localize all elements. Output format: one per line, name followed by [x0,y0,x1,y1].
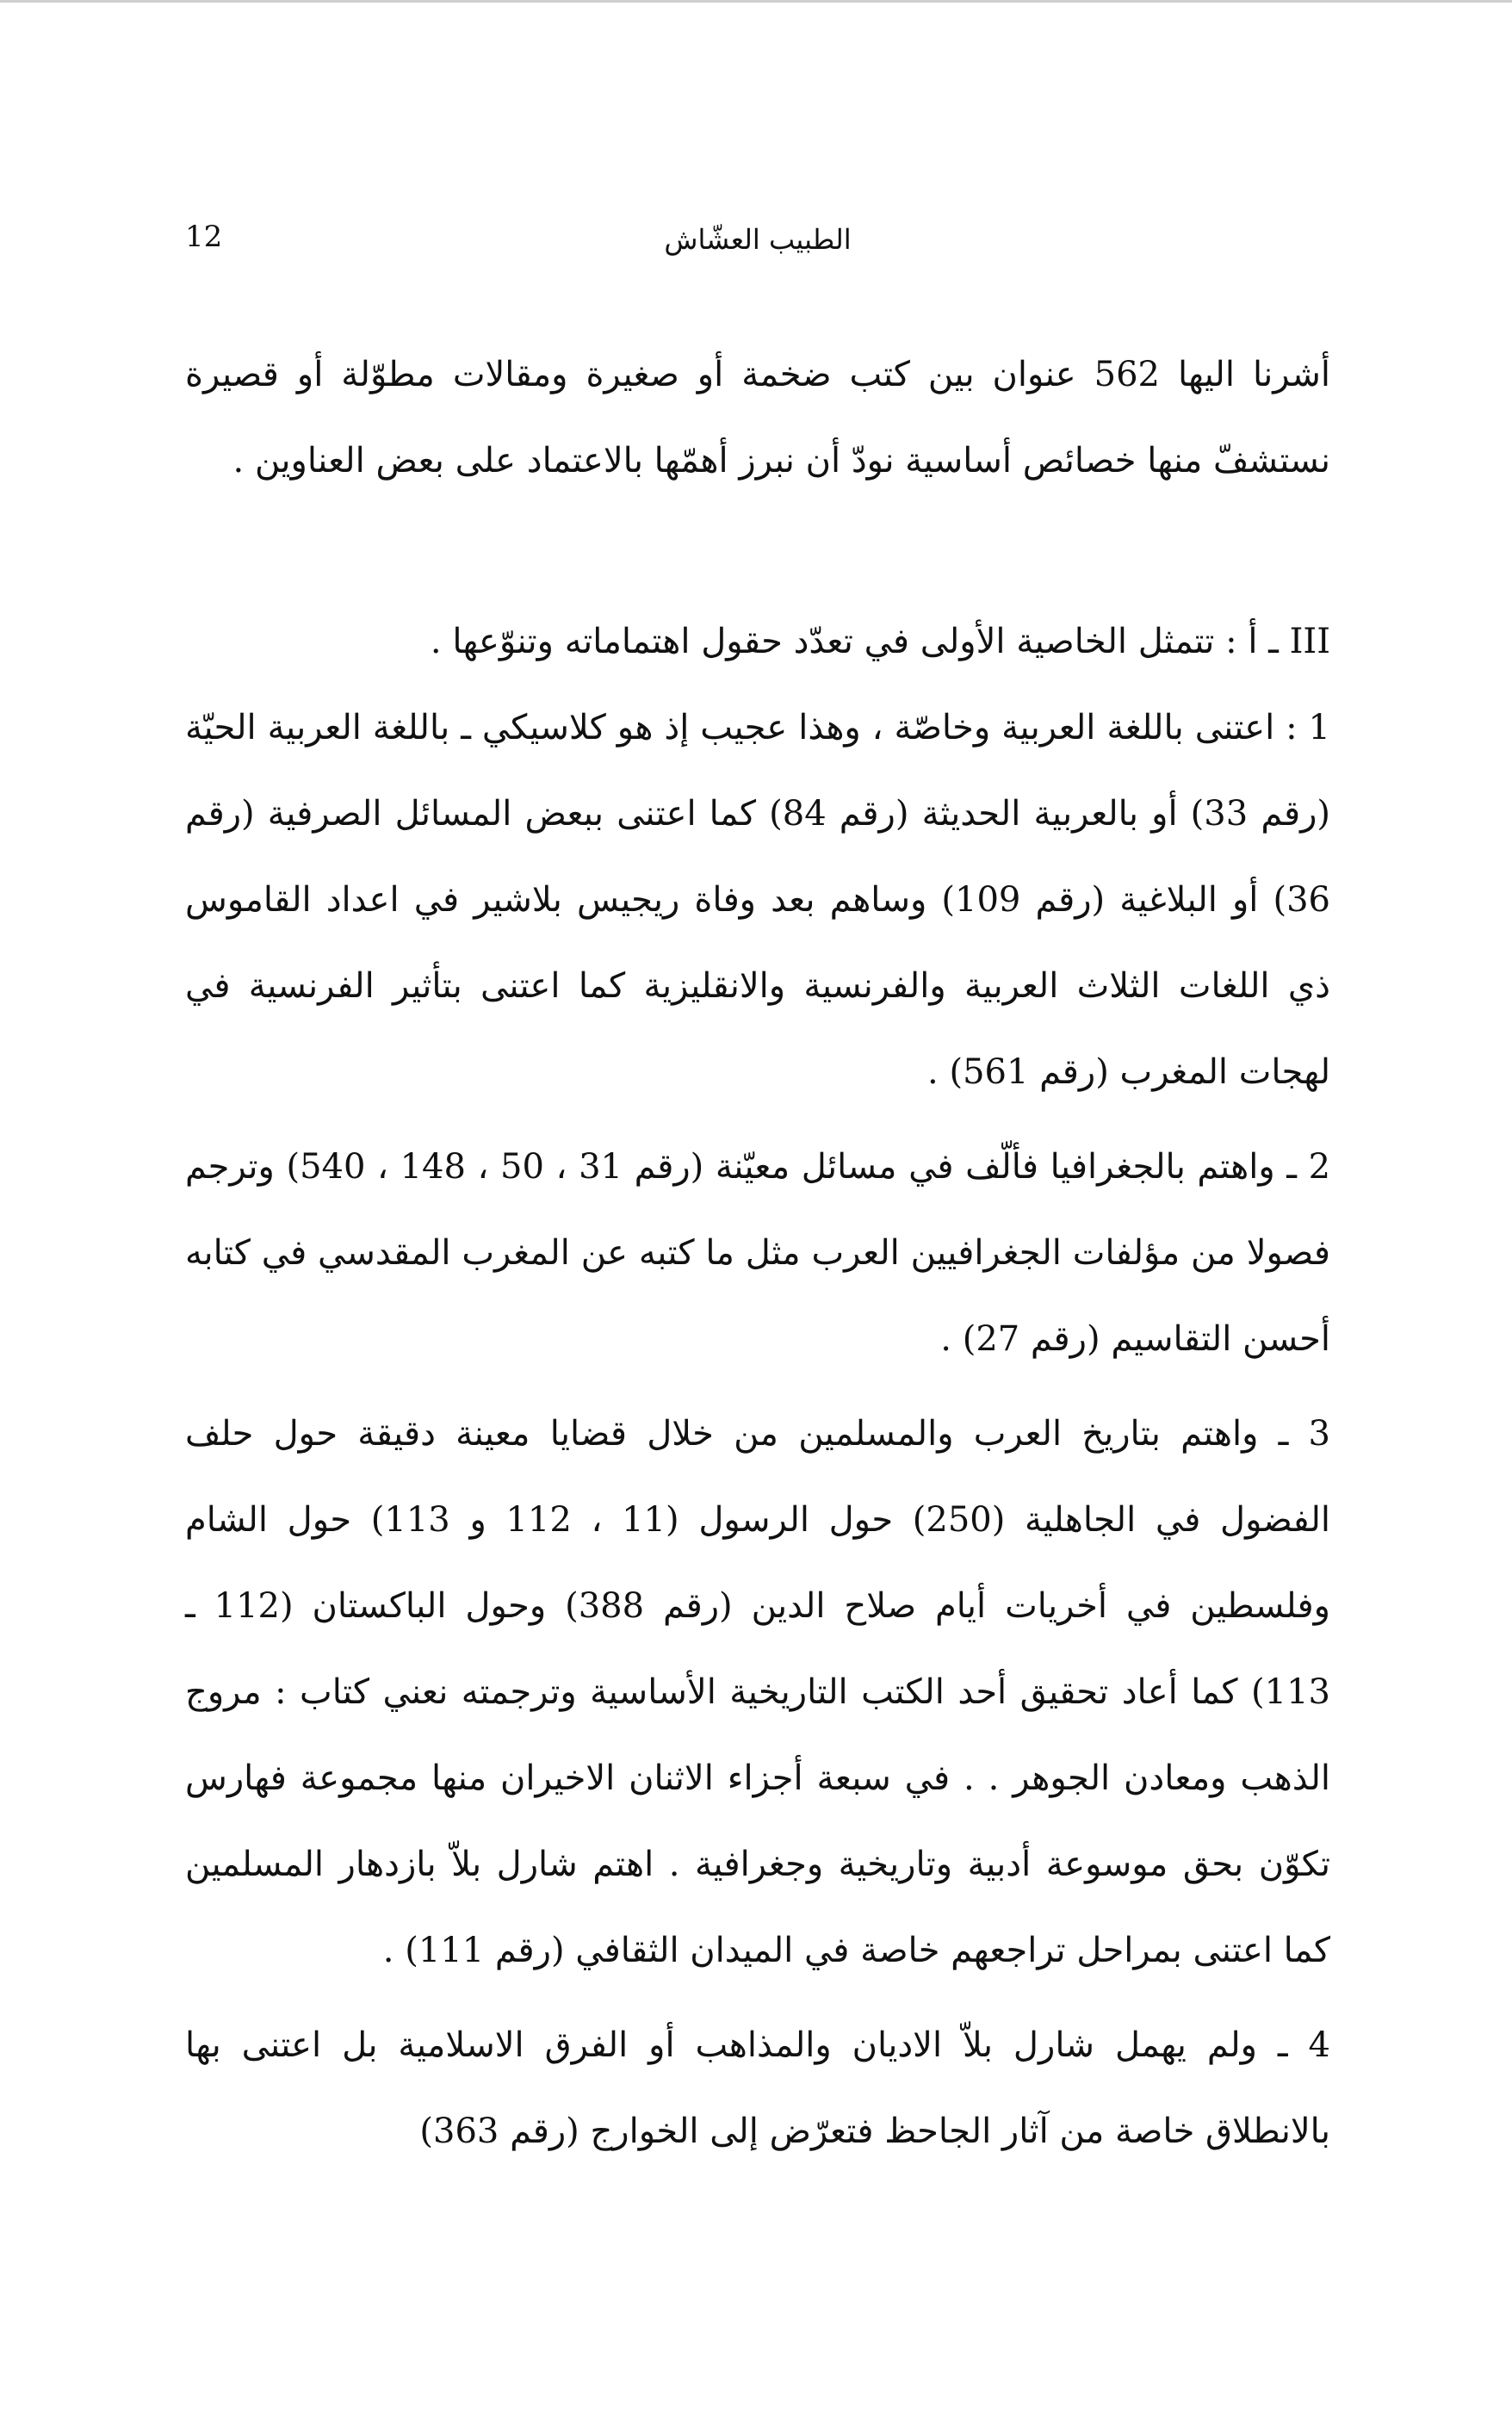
item-2-paragraph: 2 ـ واهتم بالجغرافيا فألّف في مسائل معيّنة (رقم 31 ، 50 ، 148 ، 540) وترجم فصولا من مؤلفات الجغرافيين العرب مثل ما كتبه عن المغرب المقدسي في كتابه أحسن التقاسيم (رقم 27) . [185,1147,1331,1359]
item-3-paragraph: 3 ـ واهتم بتاريخ العرب والمسلمين من خلال قضايا معينة دقيقة حول حلف الفضول في الجاهلية (250) حول الرسول (11 ، 112 و 113) حول الشام وفلسطين في أخريات أيام صلاح الدين (رقم 388) وحول الباكستان (112 ـ 113) كما أعاد تحقيق أحد الكتب التاريخية الأساسية وترجمته نعني كتاب : مروج الذهب ومعادن الجوهر . . في سبعة أجزاء الاثنان الاخيران منها مجموعة فهارس تكوّن بحق موسوعة أدبية وتاريخية وجغرافية . اهتم شارل بلاّ بازدهار المسلمين كما اعتنى بمراحل تراجعهم خاصة في الميدان الثقافي (رقم 111) . [185,1414,1330,1970]
book-page [185,220,1330,2174]
item-1-paragraph: 1 : اعتنى باللغة العربية وخاصّة ، وهذا عجيب إذ هو كلاسيكي ـ باللغة العربية الحيّة (رقم 33) أو بالعربية الحديثة (رقم 84) كما اعتنى ببعض المسائل الصرفية (رقم 36) أو البلاغية (رقم 109) وساهم بعد وفاة ريجيس بلاشير في اعداد القاموس ذي اللغات الثلاث العربية والفرنسية والانقليزية كما اعتنى بتأثير الفرنسية في لهجات المغرب (رقم 561) . [185,708,1331,1092]
intro-paragraph: أشرنا اليها 562 عنوان بين كتب ضخمة أو صغيرة ومقالات مطوّلة أو قصيرة نستشفّ منها خصائص أساسية نودّ أن نبرز أهمّها بالاعتماد على بعض العناوين . [185,355,1330,481]
section-heading: III ـ أ : تتمثل الخاصية الأولى في تعدّد حقول اهتماماته وتنوّعها . [430,622,1330,661]
item-4-paragraph: 4 ـ ولم يهمل شارل بلاّ الاديان والمذاهب أو الفرق الاسلامية بل اعتنى بها بالانطلاق خاصة من آثار الجاحظ فتعرّض إلى الخوارج (رقم 363) [185,2025,1330,2151]
page-number: 12 [185,220,223,254]
running-title: الطبيب العشّاش [664,223,852,256]
page-header [185,220,1330,280]
scan-edge-line [0,0,1512,3]
